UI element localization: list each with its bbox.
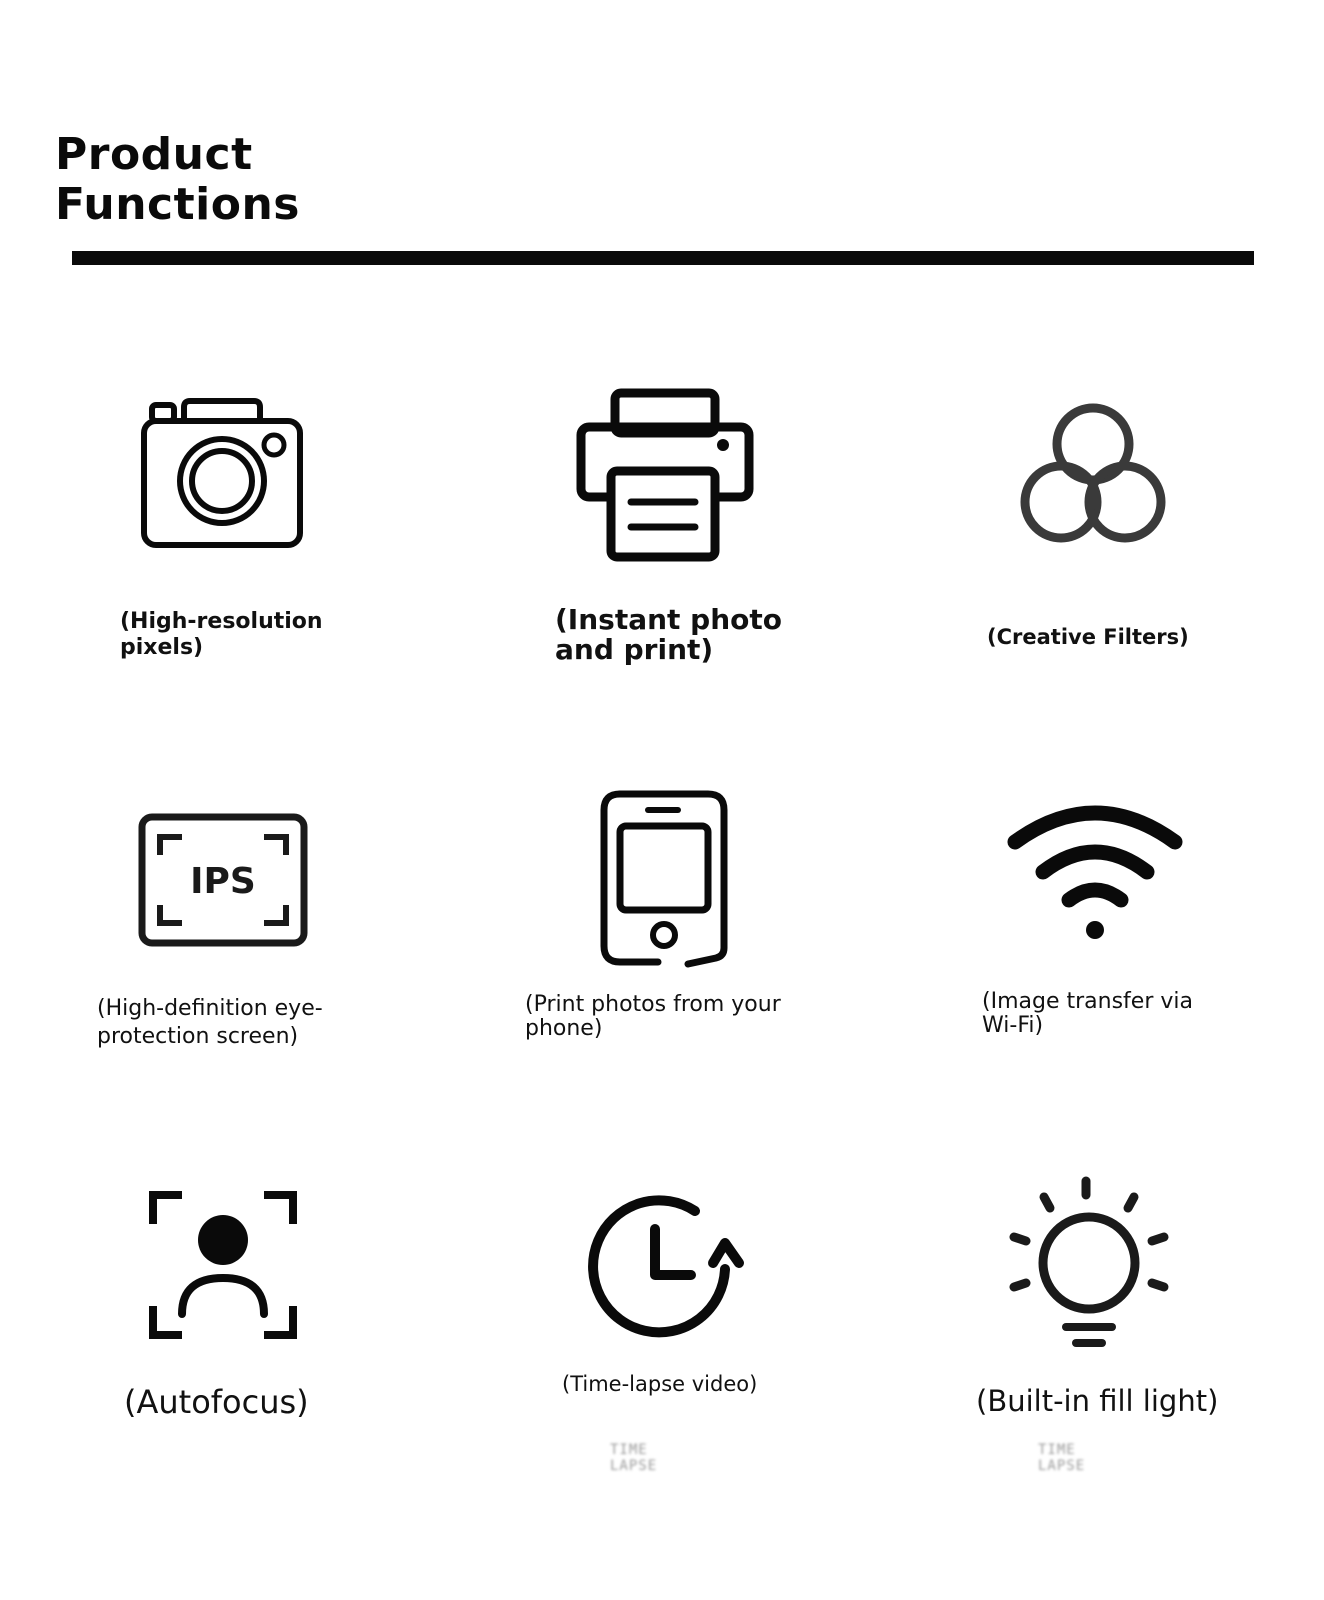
title-divider (72, 251, 1254, 265)
feature-label (982, 990, 1193, 1038)
feature-label (555, 605, 782, 665)
feature-label (562, 1372, 757, 1396)
feature-label (987, 624, 1189, 650)
feature-label (124, 1384, 309, 1420)
feature-label-line2: and print) (555, 633, 714, 666)
ghost-caption: TIME LAPSE (610, 1442, 658, 1474)
feature-label-line1: (Print photos from your (525, 992, 781, 1017)
feature-label (976, 1384, 1218, 1418)
page-title-line2: Functions (55, 179, 300, 230)
feature-label (97, 995, 323, 1051)
page-title-line1: Product (55, 129, 253, 180)
feature-label-line1: (Image transfer via (982, 989, 1193, 1014)
feature-label-line1: (Instant photo (555, 603, 782, 636)
timelapse-icon (585, 1187, 751, 1343)
camera-icon (138, 393, 308, 553)
feature-label-line2: protection screen) (97, 1024, 299, 1049)
filters-icon (1015, 398, 1171, 550)
page-title (55, 130, 300, 230)
feature-label-line1: (High-definition eye- (97, 996, 323, 1021)
fill-light-icon (1004, 1175, 1184, 1355)
feature-label-line1: (Creative Filters) (987, 625, 1189, 649)
feature-label-line1: (High-resolution (120, 609, 323, 634)
feature-label-line1: (Autofocus) (124, 1383, 309, 1421)
ips-icon-text: IPS (190, 861, 256, 902)
feature-label (120, 609, 323, 661)
feature-label-line2: phone) (525, 1016, 603, 1041)
printer-icon (575, 387, 755, 563)
wifi-icon (1005, 800, 1185, 940)
feature-label-line2: Wi-Fi) (982, 1013, 1044, 1038)
autofocus-icon (148, 1190, 298, 1340)
feature-label-line2: pixels) (120, 635, 204, 660)
ghost-caption: TIME LAPSE (1038, 1442, 1086, 1474)
ips-screen-icon (138, 813, 308, 947)
feature-label-line1: (Time-lapse video) (562, 1372, 758, 1396)
feature-label-line1: (Built-in fill light) (976, 1384, 1219, 1418)
feature-label (525, 993, 781, 1041)
phone-icon (598, 790, 730, 968)
